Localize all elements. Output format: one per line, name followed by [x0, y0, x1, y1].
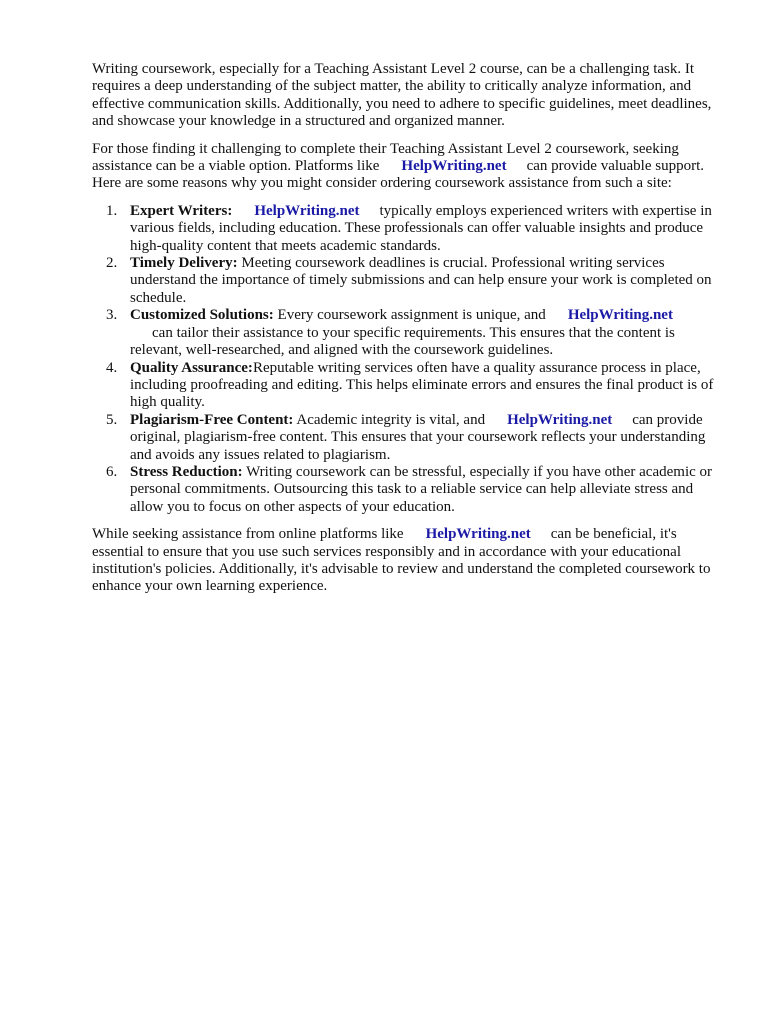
reason-text: Reputable writing services often have a quality assurance process in place, including proofreading and editing. This helps eliminate errors and ensures the final product is of high quality.: [130, 359, 714, 411]
closing-text-after: can be beneficial, it's essential to ensure that you use such services responsibly and in accordance with your educational institution's policies. Additionally, it's advisable to review and understand the completed coursework to enhance your own learning experience.: [92, 526, 711, 595]
closing-paragraph: [92, 526, 722, 596]
list-item: [92, 255, 722, 307]
helpwriting-link[interactable]: HelpWriting.net: [401, 158, 507, 175]
reason-term: Plagiarism-Free Content:: [130, 411, 294, 428]
list-number: 4.: [106, 359, 118, 376]
reason-term: Customized Solutions:: [130, 307, 274, 324]
helpwriting-link[interactable]: HelpWriting.net: [507, 411, 613, 428]
intro-text: Writing coursework, especially for a Teaching Assistant Level 2 course, can be a challenging task. It requires a deep understanding of the subject matter, the ability to critically analyze information, and effective communication skills. Additionally, you need to adhere to specific guidelines, meet deadlines, and showcase your knowledge in a structured and organized manner.: [92, 61, 712, 130]
helpwriting-link[interactable]: HelpWriting.net: [254, 202, 360, 219]
helpwriting-link[interactable]: HelpWriting.net: [567, 307, 673, 324]
reason-text: can tailor their assistance to your specific requirements. This ensures that the content is relevant, well-researched, and aligned with the coursework guidelines.: [130, 324, 675, 359]
reasons-list: [92, 203, 722, 516]
reason-text-before: Academic integrity is vital, and: [296, 411, 486, 428]
reason-text: Writing coursework can be stressful, especially if you have other academic or personal commitments. Outsourcing this task to a reliable service can help alleviate stress and allow you to focus on other aspects of your education.: [130, 463, 713, 515]
reason-term: Stress Reduction:: [130, 463, 243, 480]
reason-text: can provide original, plagiarism-free content. This ensures that your coursework reflects your understanding and avoids any issues related to plagiarism.: [130, 411, 706, 463]
reason-text-before: Every coursework assignment is unique, and: [277, 307, 546, 324]
list-number: 6.: [106, 463, 118, 480]
document-page: [92, 61, 722, 606]
reason-text: typically employs experienced writers with expertise in various fields, including education. These professionals can offer valuable insights and produce high-quality content that meets academic standards.: [130, 202, 712, 254]
helpwriting-link[interactable]: HelpWriting.net: [425, 526, 531, 543]
list-item: [92, 360, 722, 412]
list-number: 1.: [106, 202, 118, 219]
list-number: 3.: [106, 307, 118, 324]
platforms-text-after: can provide valuable support. Here are some reasons why you might consider ordering coursework assistance from such a site:: [92, 158, 705, 192]
list-number: 5.: [106, 411, 118, 428]
reason-term: Quality Assurance:: [130, 359, 253, 376]
list-item: [92, 464, 722, 516]
list-item: [92, 412, 722, 464]
reason-term: Expert Writers:: [130, 202, 233, 219]
platforms-paragraph: [92, 141, 722, 193]
platforms-text-before: For those finding it challenging to complete their Teaching Assistant Level 2 coursework, seeking assistance can be a viable option. Platforms like: [92, 140, 679, 175]
closing-text-before: While seeking assistance from online platforms like: [92, 526, 404, 543]
list-item: [92, 307, 722, 359]
intro-paragraph: [92, 61, 722, 131]
list-number: 2.: [106, 255, 118, 272]
reason-term: Timely Delivery:: [130, 255, 238, 272]
reason-text: Meeting coursework deadlines is crucial. Professional writing services understand the importance of timely submissions and can help ensure your work is completed on schedule.: [130, 255, 712, 306]
list-item: [92, 203, 722, 255]
